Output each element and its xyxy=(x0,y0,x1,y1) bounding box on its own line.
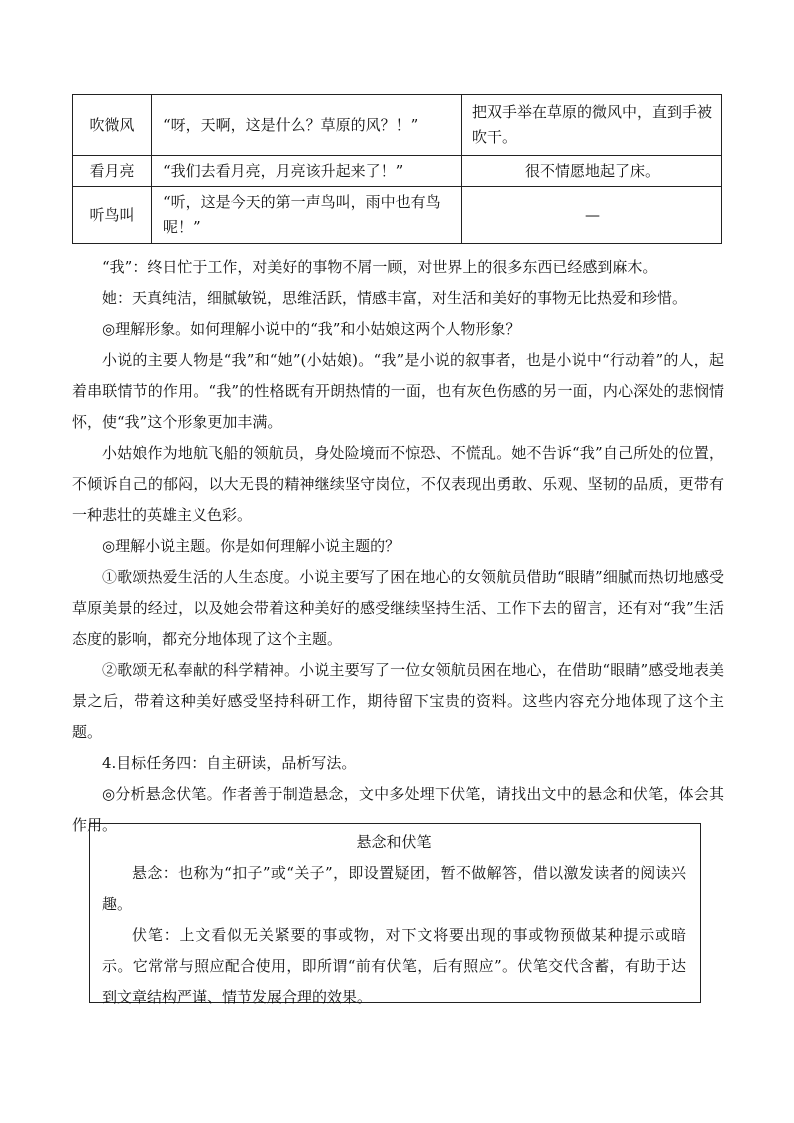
table-cell-reaction: 把双手举在草原的微风中，直到手被吹干。 xyxy=(462,95,722,156)
table-cell-reaction: 很不情愿地起了床。 xyxy=(462,156,722,187)
question-suspense: ◎分析悬念伏笔。作者善于制造悬念，文中多处埋下伏笔，请找出文中的悬念和伏笔，体会其作用。 xyxy=(72,785,724,834)
paragraph-theme-1: ①歌颂热爱生活的人生态度。小说主要写了困在地心的女领航员借助“眼睛”细腻而热切地感受草原美景的经过，以及她会带着这种美好的感受继续坚持生活、工作下去的留言，还有对“我”生活态度的影响，都充分地体现了这个主题。 xyxy=(72,568,724,648)
info-box-title: 悬念和伏笔 xyxy=(356,833,432,851)
question-theme: ◎理解小说主题。你是如何理解小说主题的？ xyxy=(102,537,401,555)
paragraph-answer-characters: 小说的主要人物是“我”和“她”(小姑娘)。“我”是小说的叙事者，也是小说中“行动着”的人，起着串联情节的作用。“我”的性格既有开朗热情的一面，也有灰色伤感的另一面，内心深处的悲悯情怀，使“我”这个形象更加丰满。 xyxy=(72,351,724,431)
table-cell-action: 听鸟叫 xyxy=(73,187,152,244)
table-cell-action: 看月亮 xyxy=(73,156,152,187)
table-row xyxy=(73,95,722,156)
paragraph-theme-2: ②歌颂无私奉献的科学精神。小说主要写了一位女领航员困在地心，在借助“眼睛”感受地表美景之后，带着这种美好感受坚持科研工作，期待留下宝贵的资料。这些内容充分地体现了这个主题。 xyxy=(72,661,724,741)
body-text xyxy=(72,252,724,841)
table-row xyxy=(73,156,722,187)
table-cell-quote: “我们去看月亮，月亮该升起来了！” xyxy=(152,156,462,187)
table-row xyxy=(73,187,722,244)
comparison-table xyxy=(72,94,722,244)
info-box-suspense: 悬念：也称为“扣子”或“关子”，即设置疑团，暂不做解答，借以激发读者的阅读兴趣。 xyxy=(102,864,686,913)
table-cell-quote: “呀，天啊，这是什么？草原的风？！” xyxy=(152,95,462,156)
info-box xyxy=(89,823,701,1006)
table-cell-quote: “听，这是今天的第一声鸟叫，雨中也有鸟呢！” xyxy=(152,187,462,244)
paragraph-answer-girl: 小姑娘作为地航飞船的领航员，身处险境而不惊恐、不慌乱。她不告诉“我”自己所处的位置，不倾诉自己的郁闷，以大无畏的精神继续坚守岗位，不仅表现出勇敢、乐观、坚韧的品质，更带有一种悲壮的英雄主义色彩。 xyxy=(72,444,724,524)
task-heading: 4.目标任务四：自主研读，品析写法。 xyxy=(102,754,357,772)
table-cell-reaction: — xyxy=(462,187,722,244)
table-cell-action: 吹微风 xyxy=(73,95,152,156)
info-box-foreshadowing: 伏笔：上文看似无关紧要的事或物，对下文将要出现的事或物预做某种提示或暗示。它常常与照应配合使用，即所谓“前有伏笔，后有照应”。伏笔交代含蓄，有助于达到文章结构严谨、情节发展合理的效果。 xyxy=(102,926,686,1006)
paragraph-me: “我”：终日忙于工作，对美好的事物不屑一顾，对世界上的很多东西已经感到麻木。 xyxy=(102,258,658,276)
question-characters: ◎理解形象。如何理解小说中的“我”和小姑娘这两个人物形象？ xyxy=(102,320,521,338)
paragraph-her: 她：天真纯洁，细腻敏锐，思维活跃，情感丰富，对生活和美好的事物无比热爱和珍惜。 xyxy=(102,289,688,307)
